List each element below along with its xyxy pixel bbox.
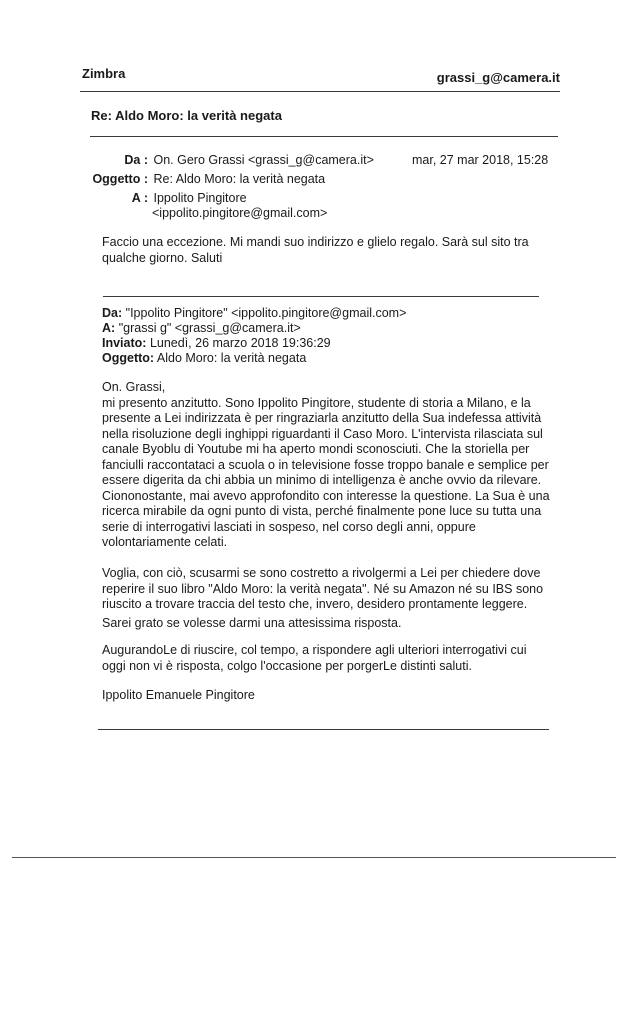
quoted-paragraph-1: On. Grassi, mi presento anzitutto. Sono Ippolito Pingitore, studente di storia a Milano, e la presente a Lei indirizzata è per ringraziarla anzitutto della Sua indefessa attività nella risoluzione degli inghippi riguardanti il Caso Moro. L'intervista rilasciata sul canale Byoblu di Youtube mi ha aperto mondi sconosciuti. Che la storiella per fanciulli raccontataci a scuola o in televisione fosse troppo banale e semplice per essere digerita da chi abbia un minimo di intelligenza è anche ovvio da rilevare. Ciononostante, mai avevo approfondito con interesse la questione. La Sua è una ricerca mirabile da ogni punto di vista, perché finalmente pone luce su tutta una serie di interrogativi lasciati in sospeso, nel corso degli anni, oppure volontariamente celati. xyxy=(102,380,550,549)
signature: Ippolito Emanuele Pingitore xyxy=(102,688,255,702)
subject-label: Oggetto : xyxy=(92,172,148,186)
quoted-to-row xyxy=(102,321,301,336)
page-bottom-rule xyxy=(12,857,616,858)
from-label: Da : xyxy=(124,153,148,167)
account-email: grassi_g@camera.it xyxy=(436,70,560,85)
quoted-paragraph-2: Voglia, con ciò, scusarmi se sono costretto a rivolgermi a Lei per chiedere dove reperire il suo libro "Aldo Moro: la verità negata". Né su Amazon né su IBS sono riuscito a trovare traccia del testo che, invero, desidero prontamente leggere. xyxy=(102,566,544,611)
from-row xyxy=(88,153,374,168)
quoted-sent-label: Inviato: xyxy=(102,336,147,350)
to-name: Ippolito Pingitore xyxy=(153,191,247,205)
app-name: Zimbra xyxy=(82,66,126,81)
subject-row xyxy=(88,172,325,187)
subject-value: Re: Aldo Moro: la verità negata xyxy=(153,172,326,186)
quote-divider xyxy=(103,296,539,297)
quoted-to-label: A: xyxy=(102,321,116,335)
to-row xyxy=(88,191,247,206)
quoted-subject-label: Oggetto: xyxy=(102,351,155,365)
message-body: Faccio una eccezione. Mi mandi suo indirizzo e glielo regalo. Sarà sul sito tra qualche giorno. Saluti xyxy=(102,235,529,265)
quoted-from-value: "Ippolito Pingitore" <ippolito.pingitore@gmail.com> xyxy=(125,306,407,320)
quoted-paragraph-3: Sarei grato se volesse darmi una attesissima risposta. xyxy=(102,616,402,630)
to-email: <ippolito.pingitore@gmail.com> xyxy=(152,206,328,220)
end-divider xyxy=(98,729,549,730)
quoted-paragraph-4: AugurandoLe di riuscire, col tempo, a rispondere agli ulteriori interrogativi cui oggi non vi è risposta, colgo l'occasione per porgerLe distinti saluti. xyxy=(102,643,527,673)
quoted-subject-value: Aldo Moro: la verità negata xyxy=(156,351,307,365)
quoted-from-row xyxy=(102,306,406,321)
subject-divider xyxy=(90,136,558,137)
to-label: A : xyxy=(131,191,148,205)
quoted-from-label: Da: xyxy=(102,306,123,320)
quoted-sent-value: Lunedì, 26 marzo 2018 19:36:29 xyxy=(149,336,331,350)
quoted-sent-row xyxy=(102,336,331,351)
from-value: On. Gero Grassi <grassi_g@camera.it> xyxy=(153,153,374,167)
header-divider xyxy=(80,91,560,92)
quoted-to-value: "grassi g" <grassi_g@camera.it> xyxy=(118,321,301,335)
page-title: Re: Aldo Moro: la verità negata xyxy=(91,108,282,123)
message-date: mar, 27 mar 2018, 15:28 xyxy=(412,153,549,167)
quoted-subject-row xyxy=(102,351,306,366)
